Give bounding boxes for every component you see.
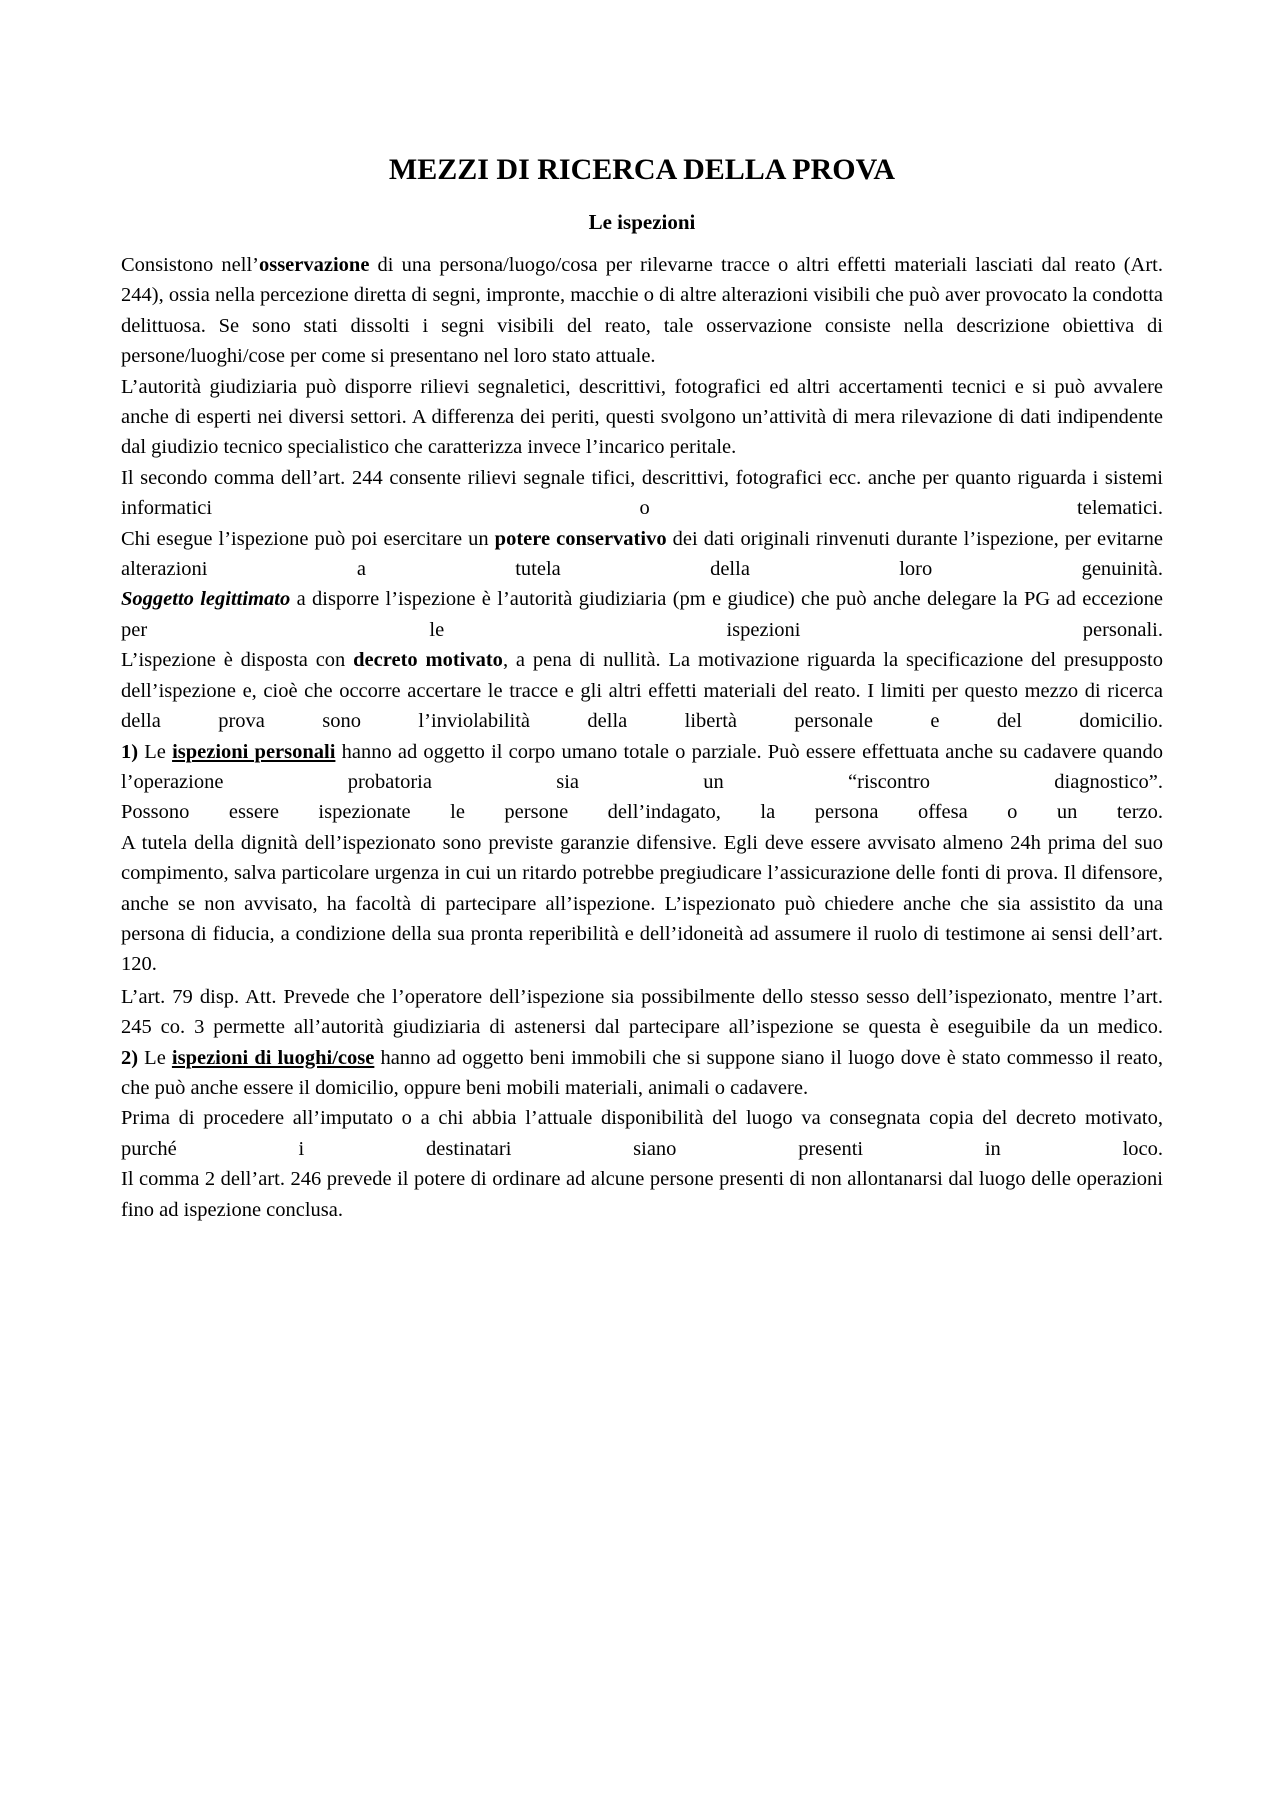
paragraph-comma-2-art-246: Il comma 2 dell’art. 246 prevede il potere di ordinare ad alcune persone presenti di non allontanarsi dal luogo delle operazioni fino ad ispezione conclusa. [121,1168,1163,1221]
paragraph-consegna-copia: Prima di procedere all’imputato o a chi abbia l’attuale disponibilità del luogo va consegnata copia del decreto motivato, purché i destinatari siano presenti in loco. [121,1107,1163,1160]
bold-term: osservazione [258,254,370,276]
list-number: 1) [121,740,139,763]
paragraph-ispezioni-luoghi [121,1043,1163,1104]
text-run: dei dati originali rinvenuti durante l’ispezione, per evitarne alterazioni a tutela della loro genuinità. [121,527,1163,581]
paragraph-rilievi: L’autorità giudiziaria può disporre rilievi segnaletici, descrittivi, fotografici ed altri accertamenti tecnici e si può avvalere anche di esperti nei diversi settori. A differenza dei periti, questi svolgono un’attività di mera rilevazione di dati indipendente dal giudizio tecnico specialistico che caratterizza invece l’incarico peritale. [121,375,1163,459]
bold-term: decreto motivato [353,649,503,672]
document-page [121,150,1163,1225]
paragraph-garanzie-difensive: A tutela della dignità dell’ispezionato sono previste garanzie difensive. Egli deve essere avvisato almeno 24h prima del suo compimento, salva particolare urgenza in cui un ritardo potrebbe pregiudicare l’assicurazione delle fonti di prova. Il difensore, anche se non avvisato, ha facoltà di partecipare all’ispezione. L’ispezionato può chiedere anche che sia assistito da una persona di fiducia, a condizione della sua pronta reperibilità e dell’idoneità ad assumere il ruolo di testimone ai sensi dell’art. 120. [121,831,1163,976]
text-run: , a pena di nullità. La motivazione riguarda la specificazione del presupposto dell’ispezione e, cioè che occorre accertare le tracce e gli altri effetti materiali del reato. I limiti per questo mezzo di ricerca della prova sono l’inviolabilità della libertà personale e del domicilio. [121,649,1163,733]
text-run: hanno ad oggetto beni immobili che si suppone siano il luogo dove è stato commesso il reato, che può anche essere il domicilio, oppure beni mobili materiali, animali o cadavere. [121,1046,1163,1099]
paragraph-potere-conservativo [121,524,1163,585]
text-run: hanno ad oggetto il corpo umano totale o parziale. Può essere effettuata anche su cadavere quando l’operazione probatoria sia un “riscontro diagnostico”. [121,740,1163,793]
text-run: L’ispezione è disposta con [121,649,354,672]
document-title: MEZZI DI RICERCA DELLA PROVA [388,153,896,186]
paragraph-persone-ispezionabili: Possono essere ispezionate le persone dell’indagato, la persona offesa o un terzo. [121,801,1163,824]
text-run: Chi esegue l’ispezione può poi esercitare un [121,527,495,550]
bold-italic-term: Soggetto legittimato [121,588,291,611]
text-run: Le [138,1046,172,1069]
text-run: a disporre l’ispezione è l’autorità giudiziaria (pm e giudice) che può anche delegare la PG ad eccezione per le ispezioni personali. [121,588,1164,641]
paragraph-decreto-motivato [121,645,1163,736]
section-subtitle: Le ispezioni [588,210,696,234]
text-run: Le [138,740,173,763]
text-run: Consistono nell’ [121,254,259,276]
paragraph-secondo-comma: Il secondo comma dell’art. 244 consente rilievi segnale tifici, descrittivi, fotografici ecc. anche per quanto riguarda i sistemi informatici o telematici. [121,466,1163,520]
underlined-term: ispezioni personali [172,740,336,763]
paragraph-osservazione [121,250,1163,372]
paragraph-soggetto-legittimato [121,584,1163,645]
paragraph-ispezioni-personali [121,737,1163,798]
text-run: di una persona/luogo/cosa per rilevarne tracce o altri effetti materiali lasciati dal reato (Art. 244), ossia nella percezione diretta di segni, impronte, macchie o di altre alterazioni visibili che può aver provocato la condotta delittuosa. Se sono stati dissolti i segni visibili del reato, tale osservazione consiste nella descrizione obiettiva di persone/luoghi/cose per come si presentano nel loro stato attuale. [121,254,1163,368]
paragraph-art-79: L’art. 79 disp. Att. Prevede che l’operatore dell’ispezione sia possibilmente dello stesso sesso dell’ispezionato, mentre l’art. 245 co. 3 permette all’autorità giudiziaria di astenersi dal partecipare all’ispezione se questa è eseguibile da un medico. [121,985,1163,1039]
underlined-term: ispezioni di luoghi/cose [171,1046,375,1069]
list-number: 2) [121,1046,139,1069]
bold-term: potere conservativo [494,527,667,550]
